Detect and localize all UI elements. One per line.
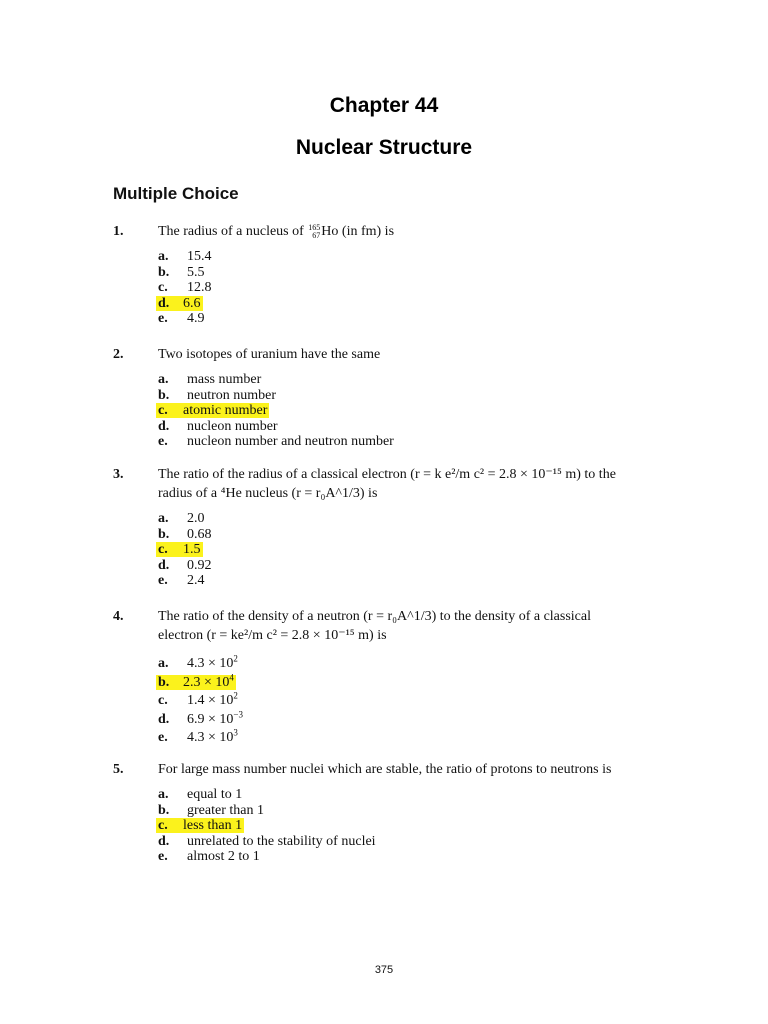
- options-list: [158, 787, 673, 865]
- question-stem: The radius of a nucleus of 165 67 Ho (in fm) is: [158, 222, 395, 240]
- question-5: [113, 760, 673, 865]
- isotope-notation: 165 67: [308, 222, 321, 240]
- option-d[interactable]: d. 0.92: [158, 557, 212, 573]
- question-number: 3.: [113, 467, 124, 482]
- question-stem: [158, 465, 673, 503]
- option-e[interactable]: e. 4.9: [158, 311, 205, 327]
- option-a[interactable]: a. 2.0: [158, 511, 205, 526]
- chapter-number: Chapter 44: [329, 94, 439, 117]
- question-1: [113, 222, 673, 327]
- stem-line-1: The ratio of the density of a neutron (r = r₀A^1/3) to the density of a classical: [158, 609, 591, 624]
- page-number: 375: [374, 964, 394, 976]
- option-a[interactable]: a. equal to 1: [158, 787, 243, 802]
- option-a[interactable]: a. $4.3 \times 10^2$: [158, 653, 238, 671]
- option-c[interactable]: c. 12.8: [158, 280, 212, 296]
- option-e[interactable]: e. $4.3 \times 10^3$: [158, 727, 238, 745]
- option-b[interactable]: b. 5.5: [158, 264, 205, 280]
- option-c-answer[interactable]: c. 1.5: [158, 542, 201, 558]
- question-2: [113, 345, 673, 450]
- option-c[interactable]: c. $1.4 \times 10^2$: [158, 690, 238, 708]
- option-b[interactable]: b. greater than 1: [158, 802, 264, 818]
- option-d[interactable]: d. $6.9 \times 10^{-3}$: [158, 708, 243, 727]
- question-stem: Two isotopes of uranium have the same: [158, 347, 381, 362]
- option-e[interactable]: e. almost 2 to 1: [158, 849, 260, 865]
- stem-line-2: electron (r = ke²/m c² = 2.8 × 10⁻¹⁵ m) is: [158, 628, 387, 643]
- option-c-answer[interactable]: c. less than 1: [158, 818, 243, 834]
- options-list: [158, 511, 673, 589]
- option-d-answer[interactable]: d. 6.6: [158, 295, 201, 311]
- options-list: [158, 655, 673, 748]
- question-4: [113, 607, 673, 748]
- option-c-answer[interactable]: c. atomic number: [158, 403, 268, 419]
- option-e[interactable]: e. nucleon number and neutron number: [158, 434, 394, 450]
- question-number: 1.: [113, 224, 124, 239]
- stem-line-2: radius of a ⁴He nucleus (r = r₀A^1/3) is: [158, 486, 378, 501]
- option-a[interactable]: a. mass number: [158, 372, 262, 387]
- question-number: 5.: [113, 762, 124, 777]
- question-stem: [158, 607, 673, 645]
- options-list: [158, 249, 673, 327]
- option-d[interactable]: d. unrelated to the stability of nuclei: [158, 833, 376, 849]
- question-number: 2.: [113, 347, 124, 362]
- options-list: [158, 372, 673, 450]
- section-title: Multiple Choice: [113, 184, 239, 203]
- option-b[interactable]: b. neutron number: [158, 387, 277, 403]
- option-b[interactable]: b. 0.68: [158, 526, 212, 542]
- chapter-title: Nuclear Structure: [295, 136, 473, 159]
- question-number: 4.: [113, 609, 124, 624]
- stem-line-1: The ratio of the radius of a classical electron (r = k e²/m c² = 2.8 × 10⁻¹⁵ m) to the: [158, 467, 616, 482]
- option-a[interactable]: a. 15.4: [158, 249, 212, 264]
- option-e[interactable]: e. 2.4: [158, 573, 205, 589]
- option-b-answer[interactable]: b. $2.3 \times 10^4$: [158, 671, 234, 690]
- option-d[interactable]: d. nucleon number: [158, 418, 278, 434]
- question-3: [113, 465, 673, 589]
- question-stem: For large mass number nuclei which are stable, the ratio of protons to neutrons is: [158, 762, 612, 777]
